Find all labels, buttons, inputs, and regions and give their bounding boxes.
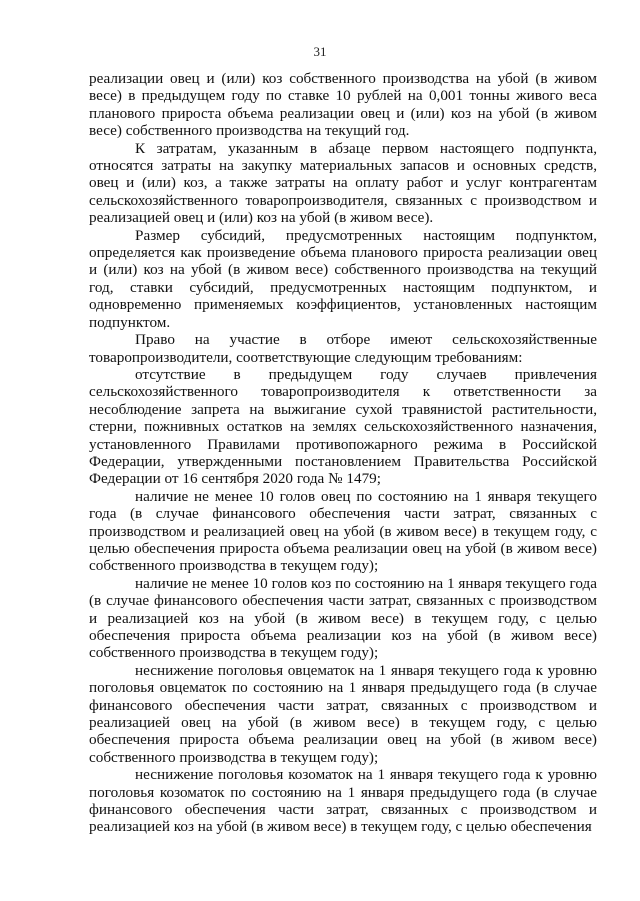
paragraph-requirement-sheep-count: наличие не менее 10 голов овец по состоянию на 1 января текущего года (в случае финансового обеспечения части затрат, связанных с производством и реализацией овец на убой (в живом весе) в текущем году, с целью обеспечения прироста объема реализации овец на убой (в живом весе) собственного производства в текущем году); [89, 487, 597, 575]
paragraph-subsidy-size: Размер субсидий, предусмотренных настоящим подпунктом, определяется как произведение объема планового прироста реализации овец и (или) коз на убой (в живом весе) собственного производства на текущий год, ставки субсидий, предусмотренных настоящим подпунктом, и одновременно применяемых коэффициентов, установленных настоящим подпунктом. [89, 226, 597, 331]
paragraph-requirement-fire-safety: отсутствие в предыдущем году случаев привлечения сельскохозяйственного товаропроизводителя к ответственности за несоблюдение запрета на выжигание сухой травянистой растительности, стерни, пожнивных остатков на землях сельскохозяйственного назначения, установленного Правилами противопожарного режима в Российской Федерации, утвержденными постановлением Правительства Российской Федерации от 16 сентября 2020 года № 1479; [89, 365, 597, 488]
paragraph-requirement-goat-count: наличие не менее 10 голов коз по состоянию на 1 января текущего года (в случае финансового обеспечения части затрат, связанных с производством и реализацией коз на убой (в живом весе) в текущем году, с целью обеспечения прироста объема реализации коз на убой (в живом весе) собственного производства в текущем году); [89, 574, 597, 662]
paragraph-selection-right: Право на участие в отборе имеют сельскохозяйственные товаропроизводители, соответствующие следующим требованиям: [89, 331, 597, 366]
page-number: 31 [313, 44, 327, 59]
document-body [89, 70, 597, 836]
paragraph-requirement-does: неснижение поголовья козоматок на 1 января текущего года к уровню поголовья козоматок по состоянию на 1 января предыдущего года (в случае финансового обеспечения части затрат, связанных с производством и реализацией коз на убой (в живом весе) в текущем году, с целью обеспечения [89, 766, 597, 836]
paragraph-continuation: реализации овец и (или) коз собственного производства на убой (в живом весе) в предыдущем году по ставке 10 рублей на 0,001 тонны живого веса планового прироста объема реализации овец и (или) коз на убой (в живом весе) собственного производства на текущий год. [89, 70, 597, 140]
paragraph-requirement-ewes: неснижение поголовья овцематок на 1 января текущего года к уровню поголовья овцематок по состоянию на 1 января предыдущего года (в случае финансового обеспечения части затрат, связанных с производством и реализацией овец на убой (в живом весе) в текущем году, с целью обеспечения прироста объема реализации овец на убой (в живом весе) собственного производства в текущем году); [89, 661, 597, 766]
paragraph-costs-definition: К затратам, указанным в абзаце первом настоящего подпункта, относятся затраты на закупку материальных запасов и основных средств, овец и (или) коз, а также затраты на оплату работ и услуг контрагентам сельскохозяйственного товаропроизводителя, связанных с производством и реализацией овец и (или) коз на убой (в живом весе). [89, 139, 597, 227]
